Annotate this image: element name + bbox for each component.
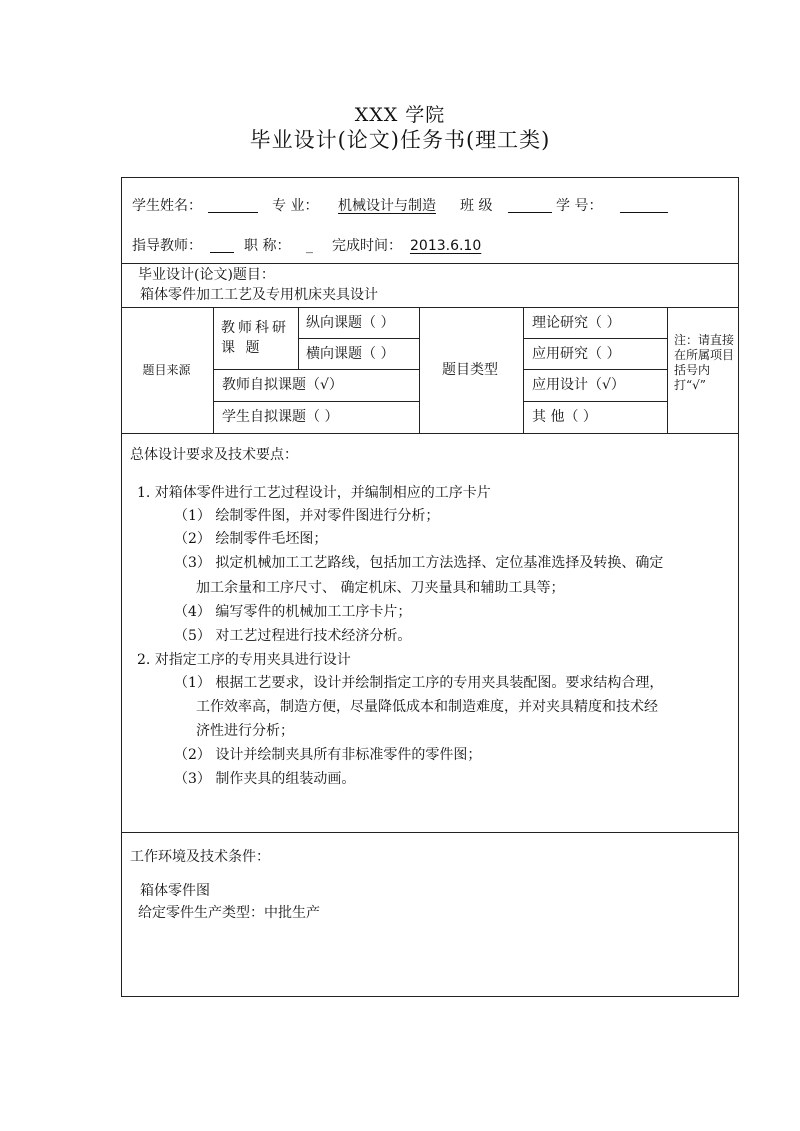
document-title: 毕业设计(论文)任务书(理工类) (249, 128, 551, 152)
selection-note: 注：请直接在所属项目括号内打“√” (674, 333, 735, 392)
list-item: （3） 拟定机械加工工艺路线，包括加工方法选择、定位基准选择及转换、确定 (174, 555, 664, 571)
divider (667, 307, 668, 433)
topic-value: 箱体零件加工工艺及专用机床夹具设计 (140, 287, 378, 303)
list-item: （2） 设计并绘制夹具所有非标准零件的零件图； (174, 747, 482, 763)
advisor-blank (210, 238, 234, 253)
list-item: 济性进行分析； (196, 723, 294, 739)
requirements-heading: 总体设计要求及技术要点： (130, 447, 298, 463)
class-blank (508, 198, 552, 213)
environment-line: 箱体零件图 (140, 883, 210, 899)
topic-label: 毕业设计(论文)题目： (138, 267, 275, 283)
student-name-label: 学生姓名： (132, 198, 202, 214)
other-option: 其 他（ ） (532, 409, 597, 425)
divider (122, 263, 738, 264)
vertical-topic-option: 纵向课题（ ） (306, 314, 395, 331)
theory-research-option: 理论研究（ ） (532, 314, 621, 331)
list-item: 1. 对箱体零件进行工艺过程设计，并编制相应的工序卡片 (137, 485, 491, 501)
class-label: 班 级 (460, 198, 493, 214)
list-item: 2. 对指定工序的专用夹具进行设计 (137, 652, 351, 668)
job-title-blank: _ (306, 238, 313, 254)
divider (213, 307, 214, 433)
list-item: （1） 根据工艺要求，设计并绘制指定工序的专用夹具装配图。要求结构合理， (174, 675, 664, 691)
advisor-label: 指导教师： (132, 238, 202, 254)
list-item: （1） 绘制零件图，并对零件图进行分析； (174, 508, 440, 524)
divider (122, 832, 738, 833)
applied-design-option: 应用设计（√） (532, 377, 625, 393)
major-value: 机械设计与制造 (338, 198, 436, 214)
list-item: （3） 制作夹具的组装动画。 (174, 771, 356, 787)
school-name: XXX 学院 (354, 104, 446, 126)
list-item: 工作效率高，制造方便，尽量降低成本和制造难度，并对夹具精度和技术经 (196, 699, 658, 715)
finish-time-label: 完成时间： (332, 238, 402, 254)
environment-line: 给定零件生产类型：中批生产 (138, 905, 320, 921)
teacher-self-topic-option: 教师自拟课题（√） (222, 377, 343, 393)
major-label: 专 业： (272, 198, 319, 214)
student-no-label: 学 号： (556, 198, 603, 214)
horizontal-topic-option: 横向课题（ ） (306, 345, 395, 362)
applied-research-option: 应用研究（ ） (532, 345, 621, 362)
list-item: （2） 绘制零件毛坯图； (174, 531, 328, 547)
student-self-topic-option: 学生自拟课题（ ） (222, 409, 339, 425)
environment-heading: 工作环境及技术条件： (130, 849, 270, 865)
job-title-label: 职 称： (244, 238, 291, 254)
divider (523, 307, 524, 433)
finish-time-value: 2013.6.10 (410, 238, 482, 254)
list-item: （4） 编写零件的机械加工工序卡片； (174, 604, 412, 620)
divider (122, 433, 738, 434)
list-item: 加工余量和工序尺寸、 确定机床、刀夹量具和辅助工具等； (196, 580, 565, 596)
topic-type-label: 题目类型 (442, 362, 498, 378)
student-name-blank (208, 198, 258, 213)
list-item: （5） 对工艺过程进行技术经济分析。 (174, 628, 412, 644)
teacher-research-label: 教师科研课 题 (221, 320, 289, 356)
source-label: 题目来源 (142, 362, 191, 377)
student-no-blank (620, 198, 668, 213)
